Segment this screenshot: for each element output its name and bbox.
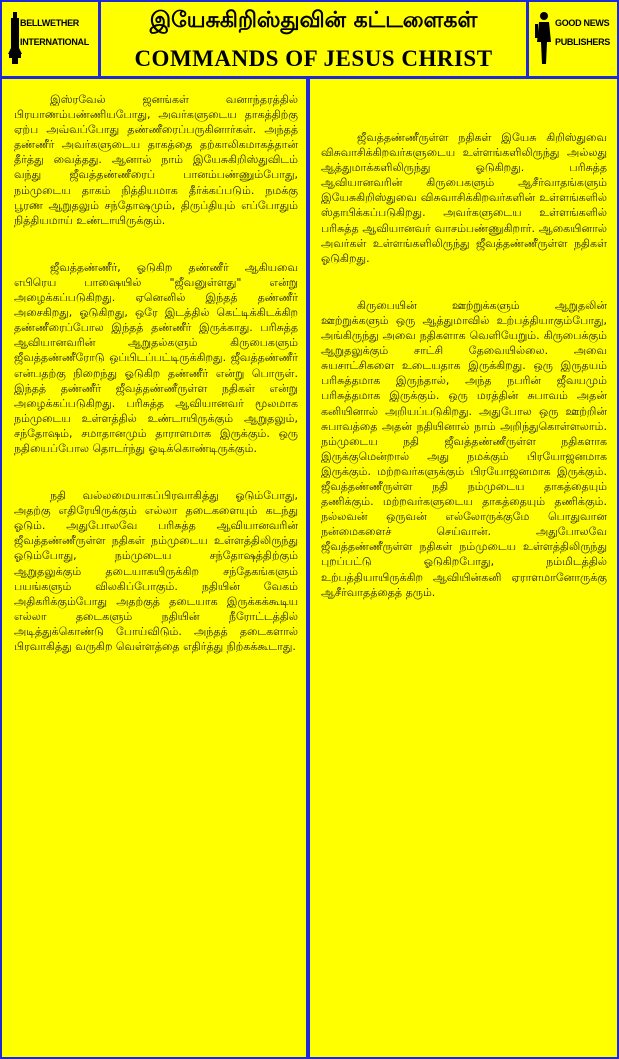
- title-box: [101, 2, 529, 76]
- title-tamil: இயேசுகிறிஸ்துவின் கட்டளைகள்: [149, 8, 478, 33]
- left-logo-line1: BELLWETHER: [20, 18, 79, 28]
- left-paragraph-2: ஜீவத்தண்ணீர், ஓடுகிற தண்ணீர் ஆகியவை எபிரெய பாஷையில் "ஜீவனுள்ளது" என்று அழைக்கப்படுகிறது. ஏனெனில் இந்தத் தண்ணீர் அசைகிறது, ஓடுகிறது, ஒரே இடத்தில் கெட்டிக்கிடக்கிற தண்ணீரைப்போல இந்தத் தண்ணீர் இருக்காது. பரிசுத்த ஆவியானவரின் ஆறுதல்களும் கிருபைகளும் ஜீவத்தண்ணீரோடு ஒப்பிடப்பட்டிருக்கிறது. ஜீவத்தண்ணீர் என்பதற்கு நிறைந்து ஓடுகிற தண்ணீர் என்று பொருள். இந்தத் தண்ணீர் ஜீவத்தண்ணீருள்ள நதிகள் என்று அழைக்கப்படுகிறது. பரிசுத்த ஆவியானவர் மூலமாக நம்முடைய உள்ளத்தில் உண்டாயிருக்கும் ஆறுதலும், சந்தோஷம், சமாதானமும் தாராளமாக இருக்கும். ஒரு நதியைப்போல தொடர்ந்து ஓடிக்கொண்டிருக்கும்.: [14, 260, 298, 455]
- header: [2, 2, 617, 79]
- right-column: [321, 130, 607, 632]
- left-paragraph-3: நதி வல்லமையாகப்பிரவாகித்து ஓடும்போது, அதற்கு எதிரேயிருக்கும் எல்லா தடைகளையும் கடந்து ஓடும். அதுபோலவே பரிசுத்த ஆவியானவரின் ஜீவத்தண்ணீருள்ள நதிகள் நம்முடைய உள்ளத்திலிருந்து ஓடும்போது, நம்முடைய சந்தோஷத்திற்கும் ஆறுதலுக்கும் தடையாகயிருக்கிற சந்தேகங்களும் பயங்களும் விலகிப்போகும். நதியின் வேகம் அதிகரிக்கும்போது அதற்குத் தடையாக இருக்கக்கூடிய எல்லா தடைகளும் நதியின் நீரோட்டத்தில் அடித்துக்கொண்டு போய்விடும். அந்தத் தடைகளால் பிரவாகித்து வருகிற வெள்ளத்தை எதிர்த்து நிற்கக்கூடாது.: [14, 489, 298, 653]
- right-paragraph-2: கிருபையின் ஊற்றுக்களும் ஆறுதலின் ஊற்றுக்களும் ஒரு ஆத்துமாவில் உற்பத்தியாகும்போது, அங்கிருந்து அவை நதிகளாக வெளியேறும். கிருபைக்கும் ஆறுதலுக்கும் சாட்சி தேவையில்லை. அவை சுயசாட்சிகளை உடையதாக இருக்கிறது. ஒரு இருதயம் பரிசுத்தமாக இருந்தால், அந்த நபரின் ஜீவயமும் பரிசுத்தமாக இருக்கும். ஒரு மரத்தின் சுபாவம் அதன் கனியினால் அறியப்படுகிறது. அதுபோல ஒரு ஊற்றின் சுபாவத்தை அதன் நதியினால் நாம் அறிந்துகொள்ளலாம். நம்முடைய நதி ஜீவத்தண்ணீருள்ள நதிகளாக இருக்குமென்றால் அது நமக்கும் பிரயோஜனமாக இருக்கும். மற்றவர்களுக்கும் பிரயோஜனமாக இருக்கும். ஜீவத்தண்ணீருள்ள நதி நம்முடைய தாகத்தையும் தணிக்கும். மற்றவர்களுடைய தாகத்தையும் தணிக்கும். நல்லவன் ஒருவன் எல்லோருக்குமே பொதுவான நன்மைகளைச் செய்வான். அதுபோலவே ஜீவத்தண்ணீருள்ள நதிகள் நம்முடைய உள்ளத்திலிருந்து புறப்பட்டு ஓடுகிறபோது, நம்மிடத்தில் உற்பத்தியாயிருக்கிற ஆவியின்கனி ஏராளமானோருக்கு ஆசீர்வாதத்தைத் தரும்.: [321, 298, 607, 599]
- left-column: [14, 92, 298, 686]
- right-logo-line1: GOOD NEWS: [555, 18, 610, 28]
- right-logo-box: [529, 2, 617, 76]
- bellwether-logo: [8, 10, 94, 66]
- left-logo-box: [2, 2, 101, 76]
- title-english: COMMANDS OF JESUS CHRIST: [134, 46, 493, 71]
- left-logo-line2: INTERNATIONAL: [20, 37, 89, 47]
- good-news-logo: [535, 10, 619, 66]
- column-divider: [306, 79, 310, 1057]
- right-logo-line2: PUBLISHERS: [555, 37, 611, 47]
- left-paragraph-1: இஸ்ரவேல் ஜனங்கள் வனாந்தரத்தில் பிரயாணம்பண்ணியபோது, அவர்களுடைய தாகத்திற்கு ஏற்ப அவ்வப்போது தண்ணீரைப்பருகினார்கள். அந்தத் தண்ணீர் அவர்களுடைய தாகத்தை தற்காலிகமாகத்தான் தீர்த்து வைத்தது. ஆனால் நாம் இயேசுகிறிஸ்துவிடம் வந்து ஜீவத்தண்ணீரைப் பானம்பண்ணும்போது, நம்முடைய தாகம் நித்தியமாக தீர்க்கப்படும். நமக்கு பூரண ஆறுதலும் சந்தோஷமும், திருப்தியும் எப்போதும் நித்தியமாய் உண்டாயிருக்கும்.: [14, 93, 298, 227]
- right-paragraph-1: ஜீவத்தண்ணீருள்ள நதிகள் இயேசு கிறிஸ்துவை விசுவாசிக்கிறவர்களுடைய உள்ளங்களிலிருந்து அல்லது ஆத்துமாக்களிலிருந்து ஓடுகிறது. பரிசுத்த ஆவியானவரின் கிருபைகளும் ஆசீர்வாதங்களும் இயேசுகிறிஸ்துவை விசுவாசிக்கிறவர்களின் உள்ளங்களில் ஸ்தாபிக்கப்படுகிறது. அவர்களுடைய உள்ளங்களில் பரிசுத்த ஆவியானவர் வாசம்பண்ணுகிறார். ஆகையினால் அவர்கள் உள்ளங்களிலிருந்து ஜீவத்தண்ணீருள்ள நதிகள் ஓடுகிறது.: [321, 131, 607, 265]
- good-news-figure-icon: [535, 10, 553, 66]
